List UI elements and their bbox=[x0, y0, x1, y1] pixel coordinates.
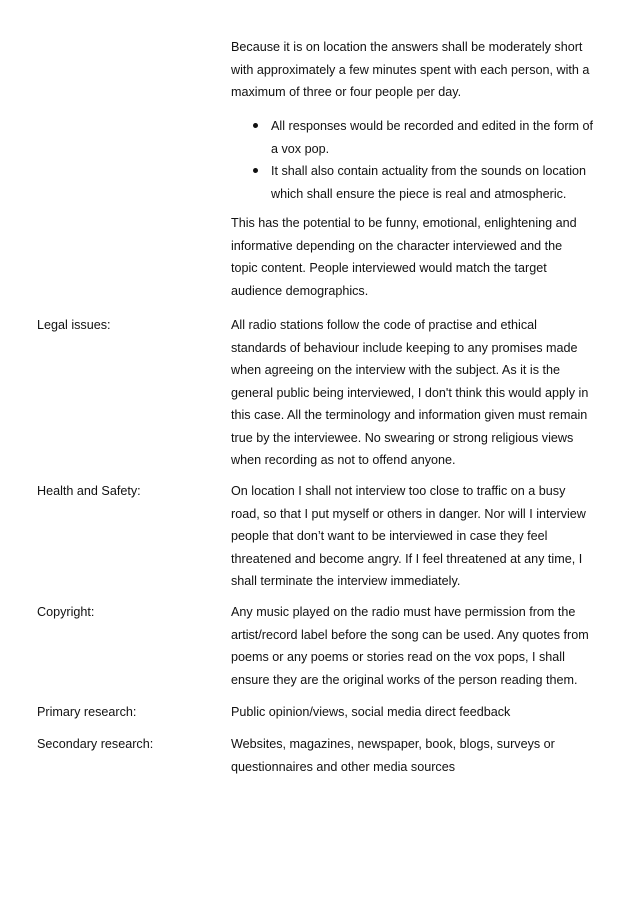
intro-paragraph bbox=[231, 36, 616, 104]
text-line: All radio stations follow the code of practise and ethical bbox=[231, 318, 537, 332]
text-line: threatened and become angry. If I feel threatened at any time, I bbox=[231, 551, 583, 566]
text-line: true by the interviewee. No swearing or strong religious views bbox=[231, 430, 574, 445]
text-line: artist/record label before the song can be used. Any quotes from bbox=[231, 627, 589, 642]
text-line: questionnaires and other media sources bbox=[231, 759, 456, 774]
text-line: On location I shall not interview too close to traffic on a busy bbox=[231, 484, 566, 498]
text-line: ensure they are the original works of the person reading them. bbox=[231, 672, 578, 687]
text-line: a vox pop. bbox=[271, 141, 330, 156]
section-label-legal: Legal issues: bbox=[37, 318, 111, 332]
section-text-legal bbox=[231, 314, 616, 472]
text-line: Public opinion/views, social media direct feedback bbox=[231, 705, 511, 719]
text-line: All responses would be recorded and edited in the form of bbox=[271, 119, 594, 133]
section-label-health-safety: Health and Safety: bbox=[37, 484, 141, 498]
text-line: when agreeing on the interview with the subject. As it is the bbox=[231, 363, 561, 377]
text-line: this case. All the terminology and information given must remain bbox=[231, 408, 588, 422]
text-line: poems or any poems or stories read on the vox pops, I shall bbox=[231, 650, 565, 664]
text-line: standards of behaviour include keeping to any promises made bbox=[231, 340, 578, 355]
bullet-icon bbox=[253, 123, 258, 128]
section-label-primary-research: Primary research: bbox=[37, 705, 137, 719]
section-text-secondary-research bbox=[231, 733, 616, 778]
section-text-health-safety bbox=[231, 480, 616, 593]
text-line: with approximately a few minutes spent with each person, with a bbox=[231, 62, 590, 77]
bullet-icon bbox=[253, 168, 258, 173]
text-line: Any music played on the radio must have permission from the bbox=[231, 605, 576, 619]
text-line: road, so that I put myself or others in danger. Nor will I interview bbox=[231, 506, 586, 521]
text-line: audience demographics. bbox=[231, 283, 369, 298]
text-line: Because it is on location the answers shall be moderately short bbox=[231, 40, 583, 54]
text-line: shall terminate the interview immediately. bbox=[231, 574, 461, 588]
text-line: maximum of three or four people per day. bbox=[231, 85, 462, 99]
text-line: which shall ensure the piece is real and atmospheric. bbox=[271, 186, 567, 201]
section-label-secondary-research: Secondary research: bbox=[37, 737, 154, 751]
text-line: This has the potential to be funny, emotional, enlightening and bbox=[231, 216, 577, 230]
text-line: when recording as not to offend anyone. bbox=[231, 453, 456, 467]
text-line: Websites, magazines, newspaper, book, blogs, surveys or bbox=[231, 737, 555, 751]
bullet-item bbox=[231, 115, 616, 160]
bullet-item bbox=[231, 160, 616, 205]
potential-paragraph bbox=[231, 212, 616, 302]
text-line: topic content. People interviewed would match the target bbox=[231, 261, 547, 275]
text-line: general public being interviewed, I don't think this would apply in bbox=[231, 385, 589, 400]
section-label-copyright: Copyright: bbox=[37, 605, 95, 619]
bullet-list bbox=[231, 115, 616, 205]
section-text-copyright bbox=[231, 601, 616, 691]
text-line: informative depending on the character interviewed and the bbox=[231, 238, 563, 253]
text-line: It shall also contain actuality from the sounds on location bbox=[271, 164, 587, 178]
text-line: people that don’t want to be interviewed in case they feel bbox=[231, 529, 548, 543]
section-text-primary-research bbox=[231, 701, 616, 724]
